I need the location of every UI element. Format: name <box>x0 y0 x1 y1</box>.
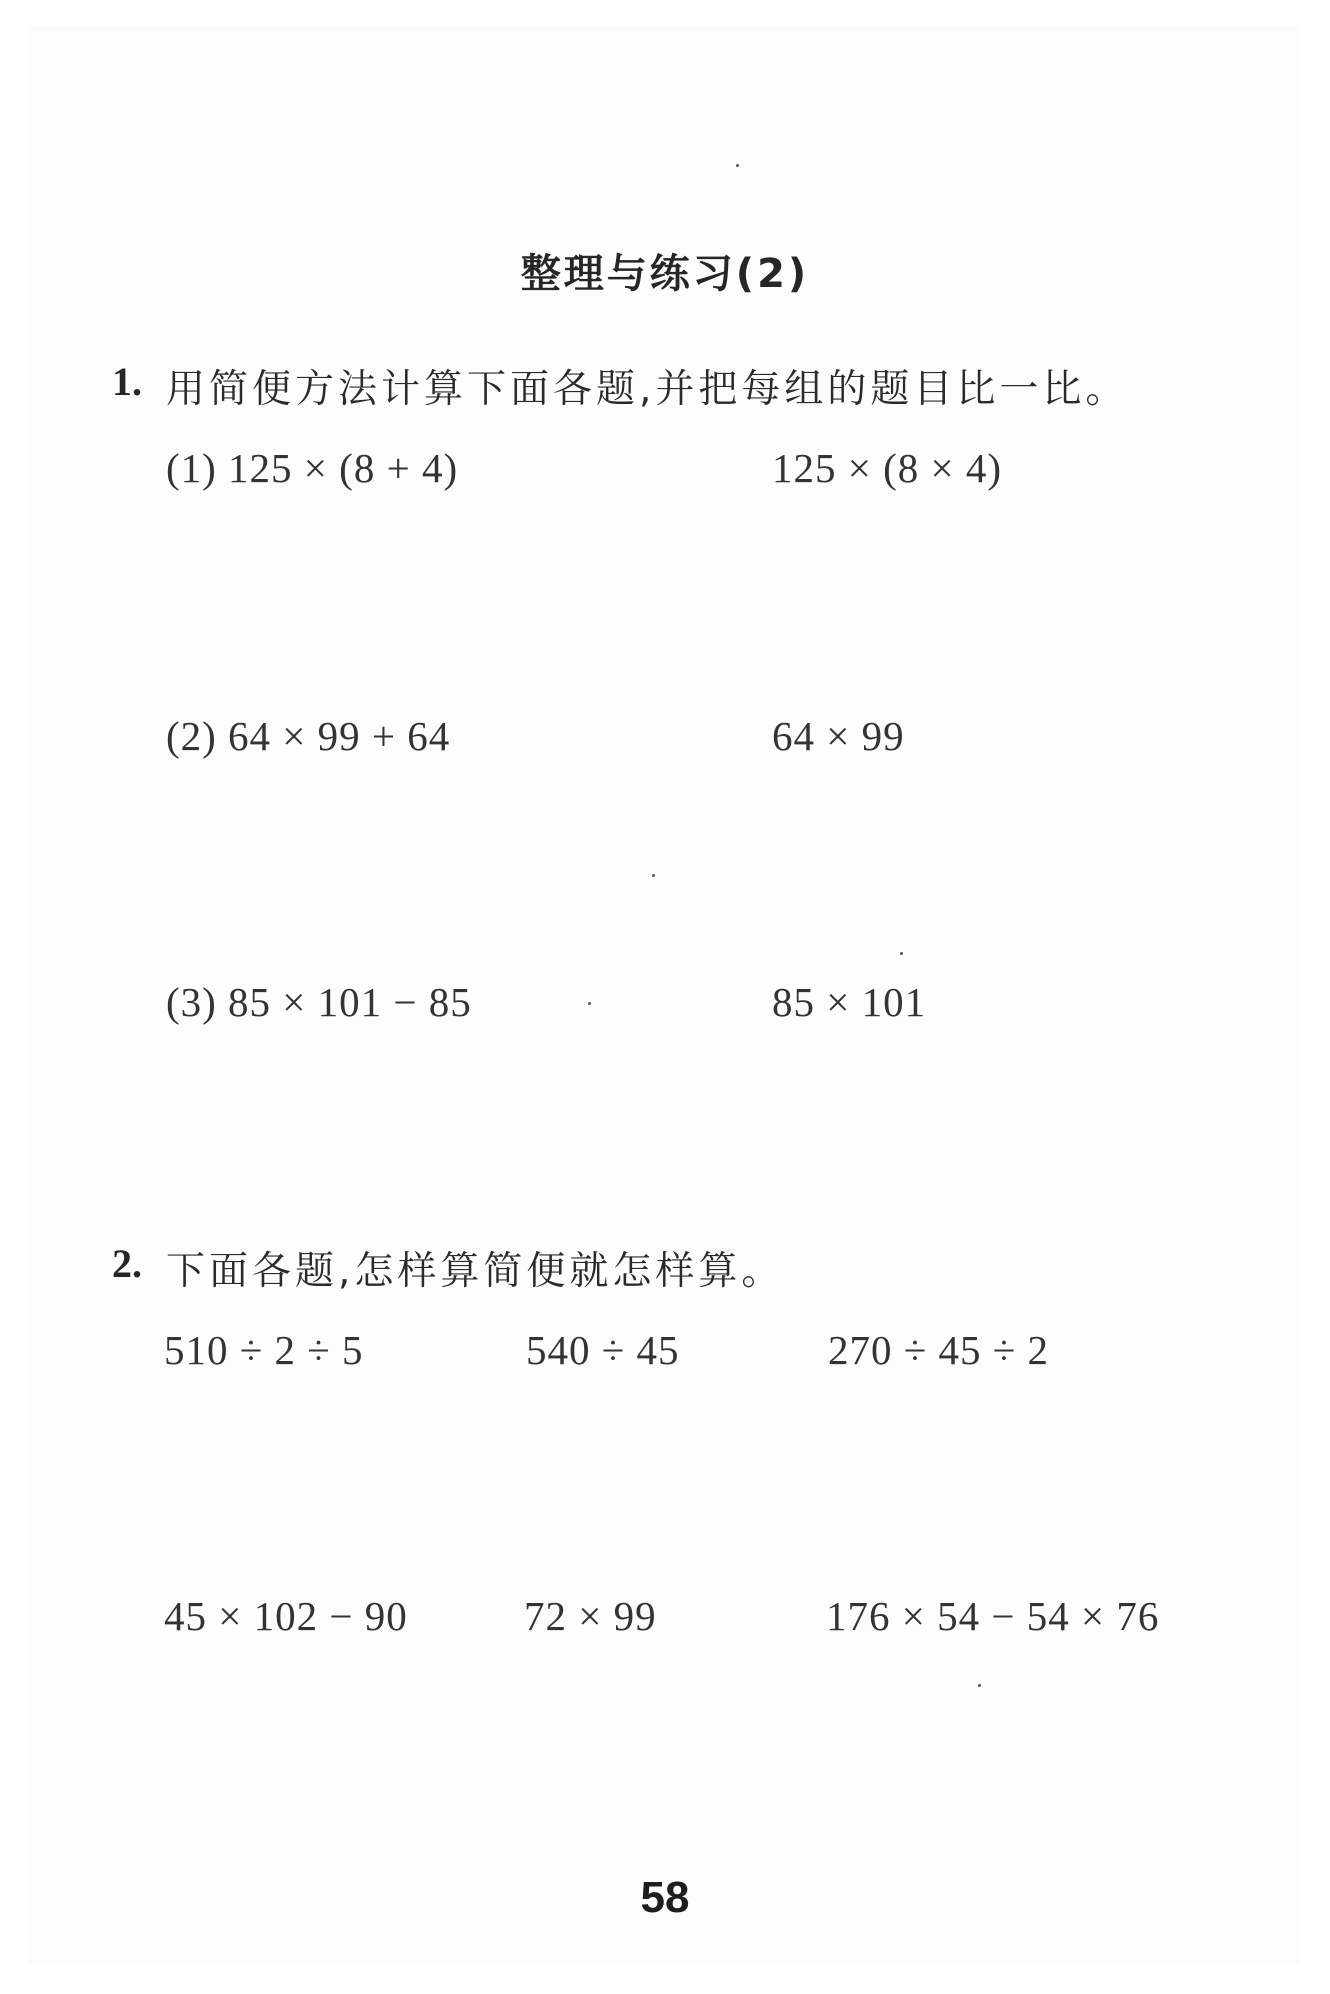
q2-row2-expression-c: 176 × 54 − 54 × 76 <box>826 1593 1160 1639</box>
question-2-number: 2. <box>112 1241 142 1286</box>
q2-row2-expression-a: 45 × 102 − 90 <box>164 1593 408 1639</box>
scan-speck <box>736 164 739 167</box>
scan-speck <box>652 874 655 877</box>
q2-row1-expression-b: 540 ÷ 45 <box>526 1327 680 1373</box>
q1-row3-left-expression: (3) 85 × 101 − 85 <box>166 979 472 1025</box>
scan-speck <box>900 952 903 955</box>
page-title: 整理与练习(2) <box>520 251 810 297</box>
q1-row2-left-expression: (2) 64 × 99 + 64 <box>166 713 451 759</box>
q1-row3-right-expression: 85 × 101 <box>772 979 927 1025</box>
scan-speck <box>978 1684 981 1687</box>
q2-row2-expression-b: 72 × 99 <box>524 1593 657 1639</box>
q1-row1-right-expression: 125 × (8 × 4) <box>772 445 1003 491</box>
q2-row1-expression-a: 510 ÷ 2 ÷ 5 <box>164 1327 364 1373</box>
scan-speck <box>588 1002 591 1005</box>
q1-row2-right-expression: 64 × 99 <box>772 713 905 759</box>
question-2-instruction: 下面各题,怎样算简便就怎样算。 <box>166 1249 785 1294</box>
page-number: 58 <box>640 1873 690 1922</box>
q1-row1-left-expression: (1) 125 × (8 + 4) <box>166 445 459 491</box>
question-1-instruction: 用简便方法计算下面各题,并把每组的题目比一比。 <box>166 367 1129 412</box>
question-1-number: 1. <box>112 359 142 404</box>
q2-row1-expression-c: 270 ÷ 45 ÷ 2 <box>828 1327 1050 1373</box>
